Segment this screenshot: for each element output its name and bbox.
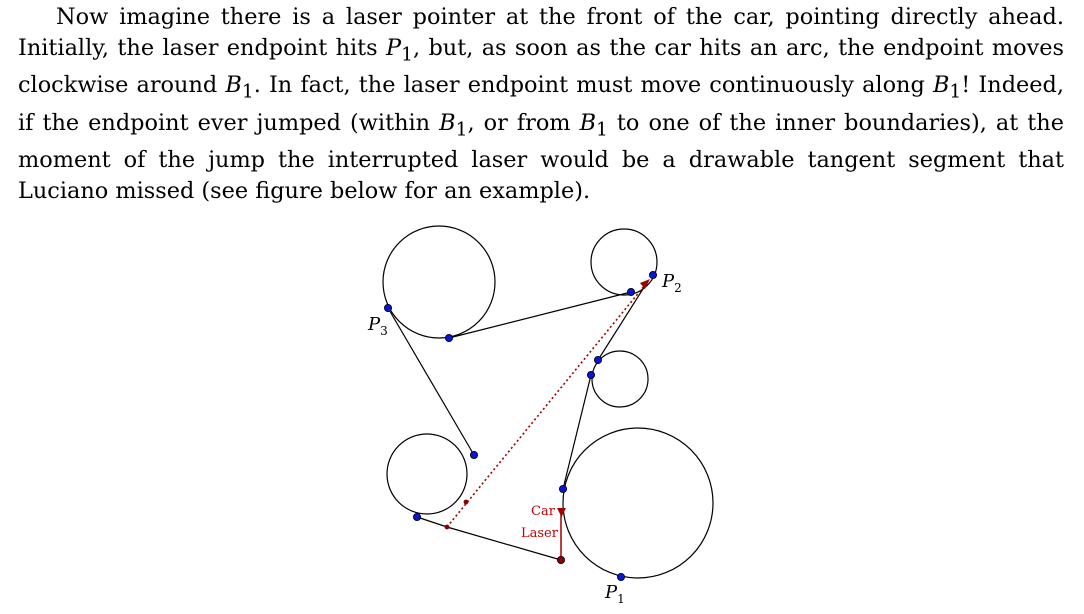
- tangent-point: [617, 573, 624, 580]
- tangent-point: [384, 304, 391, 311]
- label-car: Car: [531, 504, 555, 519]
- laser-origin-point: [445, 525, 450, 530]
- tangent-segment: [449, 292, 631, 338]
- circle-top-right: [591, 229, 657, 295]
- tangent-point: [594, 356, 601, 363]
- label-laser: Laser: [521, 526, 558, 541]
- tangent-segment: [598, 281, 648, 360]
- circle-bottom-left: [387, 434, 467, 514]
- tangent-point: [649, 271, 656, 278]
- circle-top-left: [383, 226, 495, 338]
- tangent-segment: [563, 375, 591, 489]
- tangent-point: [445, 334, 452, 341]
- label-p2: $P_2$: [662, 271, 682, 295]
- tangent-point: [587, 371, 594, 378]
- label-p1: $P_1$: [605, 582, 625, 606]
- tangent-point: [413, 513, 420, 520]
- tangent-point: [627, 288, 634, 295]
- car-position-point: [557, 556, 564, 563]
- tangent-point: [470, 451, 477, 458]
- circle-boundary-b1: [563, 428, 713, 578]
- label-p3: $P_3$: [368, 314, 388, 338]
- tangent-segment: [388, 308, 474, 455]
- body-paragraph: Now imagine there is a laser pointer at the front of the car, pointing directly ahead. Initially, the laser endpoint hits $P_1$, but, as soon as the car hits an arc, the endpoint moves clockwise around $B_1$. In fact, the laser endpoint must move continuously along $B_1$! Indeed, if the endpoint ever jumped (within $B_1$, or from $B_1$ to one of the inner boundaries), at the moment of the jump the interrupted laser would be a drawable tangent segment that Luciano missed (see figure below for an example).: [18, 4, 1064, 205]
- laser-jump-point: [464, 500, 469, 505]
- tangent-point: [559, 485, 566, 492]
- tangent-segment: [417, 517, 447, 527]
